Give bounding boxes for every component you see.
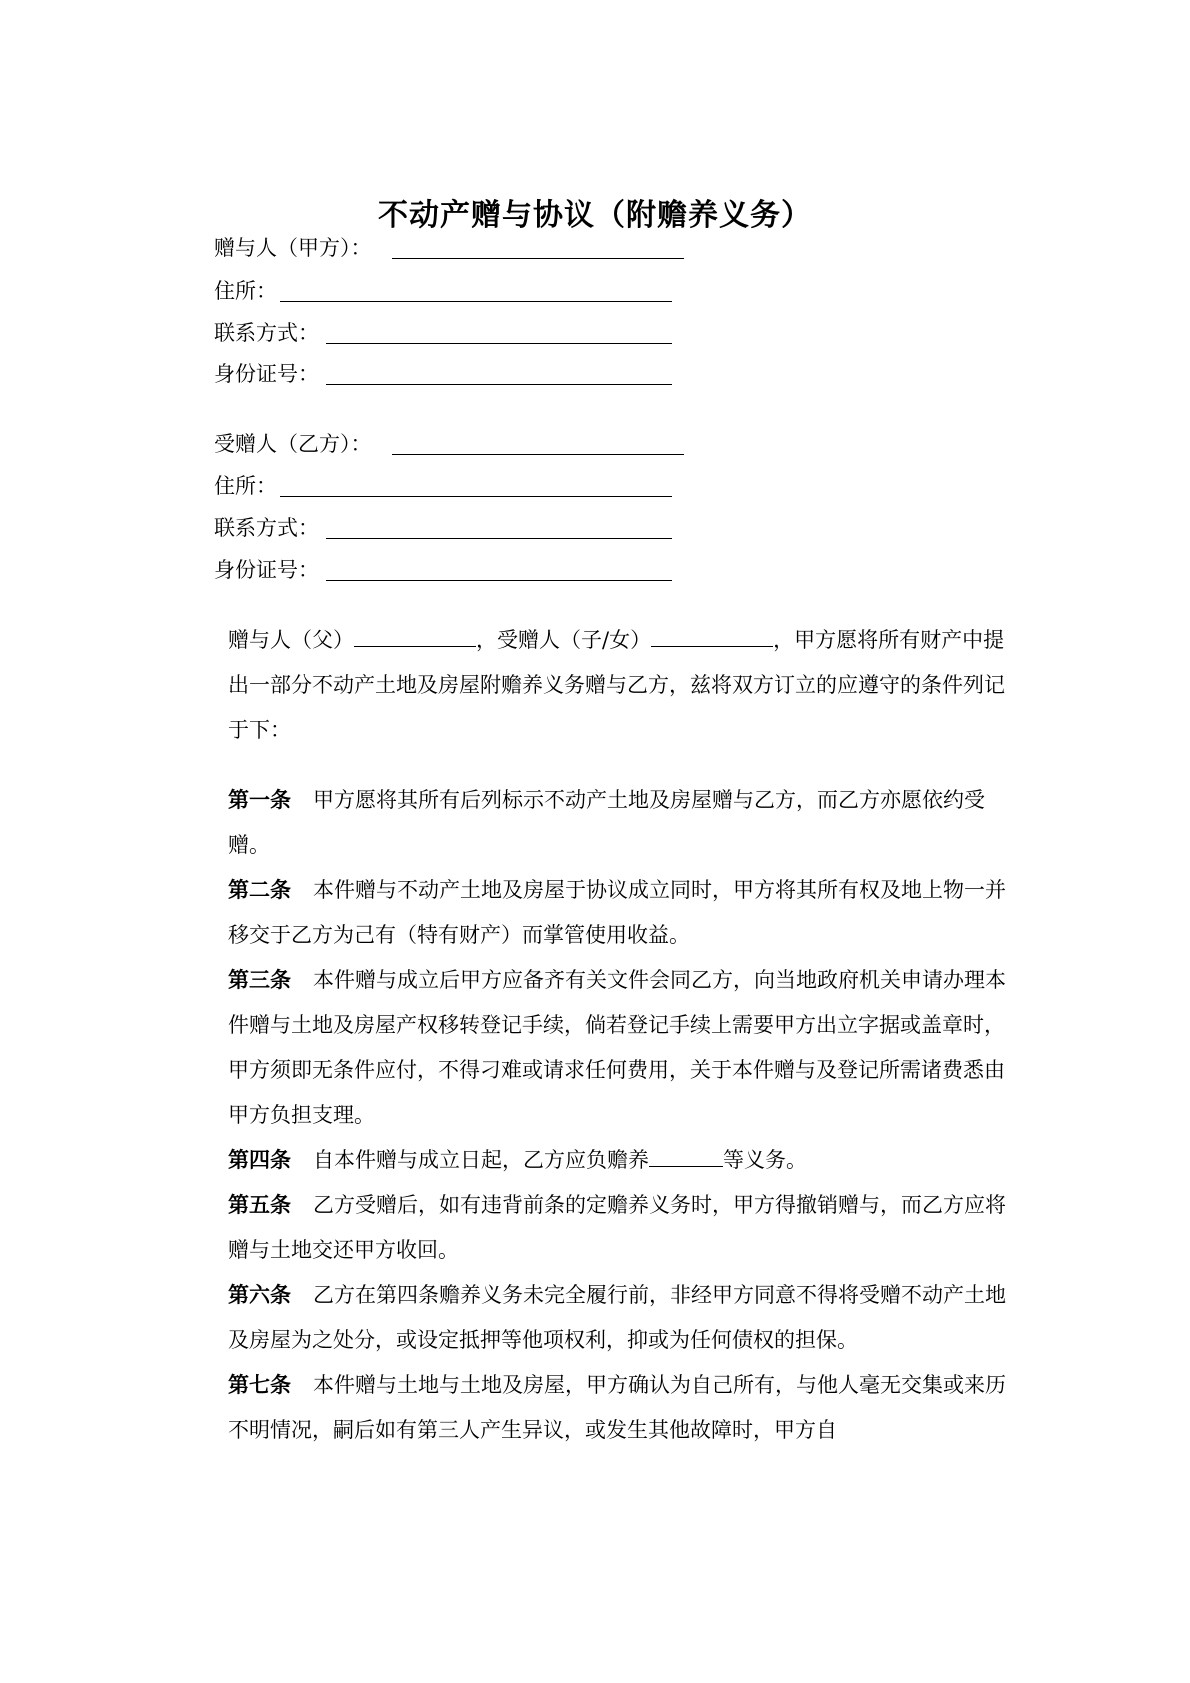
article-4-text-before: 自本件赠与成立日起，乙方应负赡养 [313, 1148, 649, 1172]
party-a-contact-line[interactable] [326, 343, 672, 344]
intro-body-text: ，甲方愿将所有财产中提出一部分不动产土地及房屋附赡养义务赠与乙方，兹将双方订立的应遵守的条件列记于下： [228, 628, 1005, 742]
article-5-text: 乙方受赠后，如有违背前条的定赡养义务时，甲方得撤销赠与，而乙方应将赠与土地交还甲方收回。 [228, 1193, 1006, 1262]
party-b-address-line[interactable] [280, 496, 672, 497]
party-b-name-field [214, 428, 684, 460]
article-5-label: 第五条 [228, 1193, 291, 1217]
article-6-text: 乙方在第四条赡养义务未完全履行前，非经甲方同意不得将受赠不动产土地及房屋为之处分，或设定抵押等他项权利，抑或为任何债权的担保。 [228, 1283, 1006, 1352]
article-2 [180, 868, 1015, 958]
party-b-contact-line[interactable] [326, 538, 672, 539]
article-7-label: 第七条 [228, 1373, 291, 1397]
article-2-text: 本件赠与不动产土地及房屋于协议成立同时，甲方将其所有权及地上物一并移交于乙方为己有（特有财产）而掌管使用收益。 [228, 878, 1006, 947]
party-a-id-label: 身份证号： [214, 362, 319, 386]
intro-child-label: ，受赠人（子/女） [476, 628, 652, 652]
party-b-address-label: 住所： [214, 474, 277, 498]
party-a-contact-field [214, 317, 674, 349]
article-7 [180, 1363, 1015, 1453]
article-3 [180, 958, 1015, 1138]
document-title: 不动产赠与协议（附赡养义务） [378, 198, 812, 233]
party-b-name-line[interactable] [392, 454, 684, 455]
party-a-name-label: 赠与人（甲方）： [214, 236, 372, 260]
party-b-contact-field [214, 512, 674, 544]
intro-paragraph [180, 618, 1015, 753]
party-a-id-line[interactable] [326, 384, 672, 385]
party-b-id-label: 身份证号： [214, 558, 319, 582]
party-a-address-line[interactable] [280, 301, 672, 302]
party-b-contact-label: 联系方式： [214, 516, 319, 540]
article-6-label: 第六条 [228, 1283, 291, 1307]
article-1 [180, 778, 1015, 868]
article-4-label: 第四条 [228, 1148, 291, 1172]
father-name-blank[interactable] [354, 626, 476, 647]
party-b-id-field [214, 554, 674, 586]
article-3-label: 第三条 [228, 968, 291, 992]
article-1-text: 甲方愿将其所有后列标示不动产土地及房屋赠与乙方，而乙方亦愿依约受赠。 [228, 788, 985, 857]
article-5 [180, 1183, 1015, 1273]
party-a-name-line[interactable] [392, 258, 684, 259]
party-a-address-label: 住所： [214, 279, 277, 303]
article-1-label: 第一条 [228, 788, 291, 812]
article-7-text: 本件赠与土地与土地及房屋，甲方确认为自己所有，与他人毫无交集或来历不明情况，嗣后如有第三人产生异议，或发生其他故障时，甲方自 [228, 1373, 1006, 1442]
party-b-id-line[interactable] [326, 580, 672, 581]
child-name-blank[interactable] [651, 626, 773, 647]
party-b-address-field [214, 470, 674, 502]
party-a-contact-label: 联系方式： [214, 321, 319, 345]
party-b-name-label: 受赠人（乙方）： [214, 432, 372, 456]
intro-father-label: 赠与人（父） [228, 628, 354, 652]
article-2-label: 第二条 [228, 878, 291, 902]
article-4 [180, 1138, 1015, 1183]
party-a-address-field [214, 275, 674, 307]
article-6 [180, 1273, 1015, 1363]
article-4-text-after: 等义务。 [723, 1148, 807, 1172]
articles-section [180, 778, 1015, 1453]
party-a-name-field [214, 232, 684, 264]
article-3-text: 本件赠与成立后甲方应备齐有关文件会同乙方，向当地政府机关申请办理本件赠与土地及房屋产权移转登记手续，倘若登记手续上需要甲方出立字据或盖章时，甲方须即无条件应付，不得刁难或请求任何费用，关于本件赠与及登记所需诸费悉由甲方负担支理。 [228, 968, 1006, 1127]
support-obligation-blank[interactable] [649, 1146, 723, 1167]
party-a-id-field [214, 358, 674, 390]
